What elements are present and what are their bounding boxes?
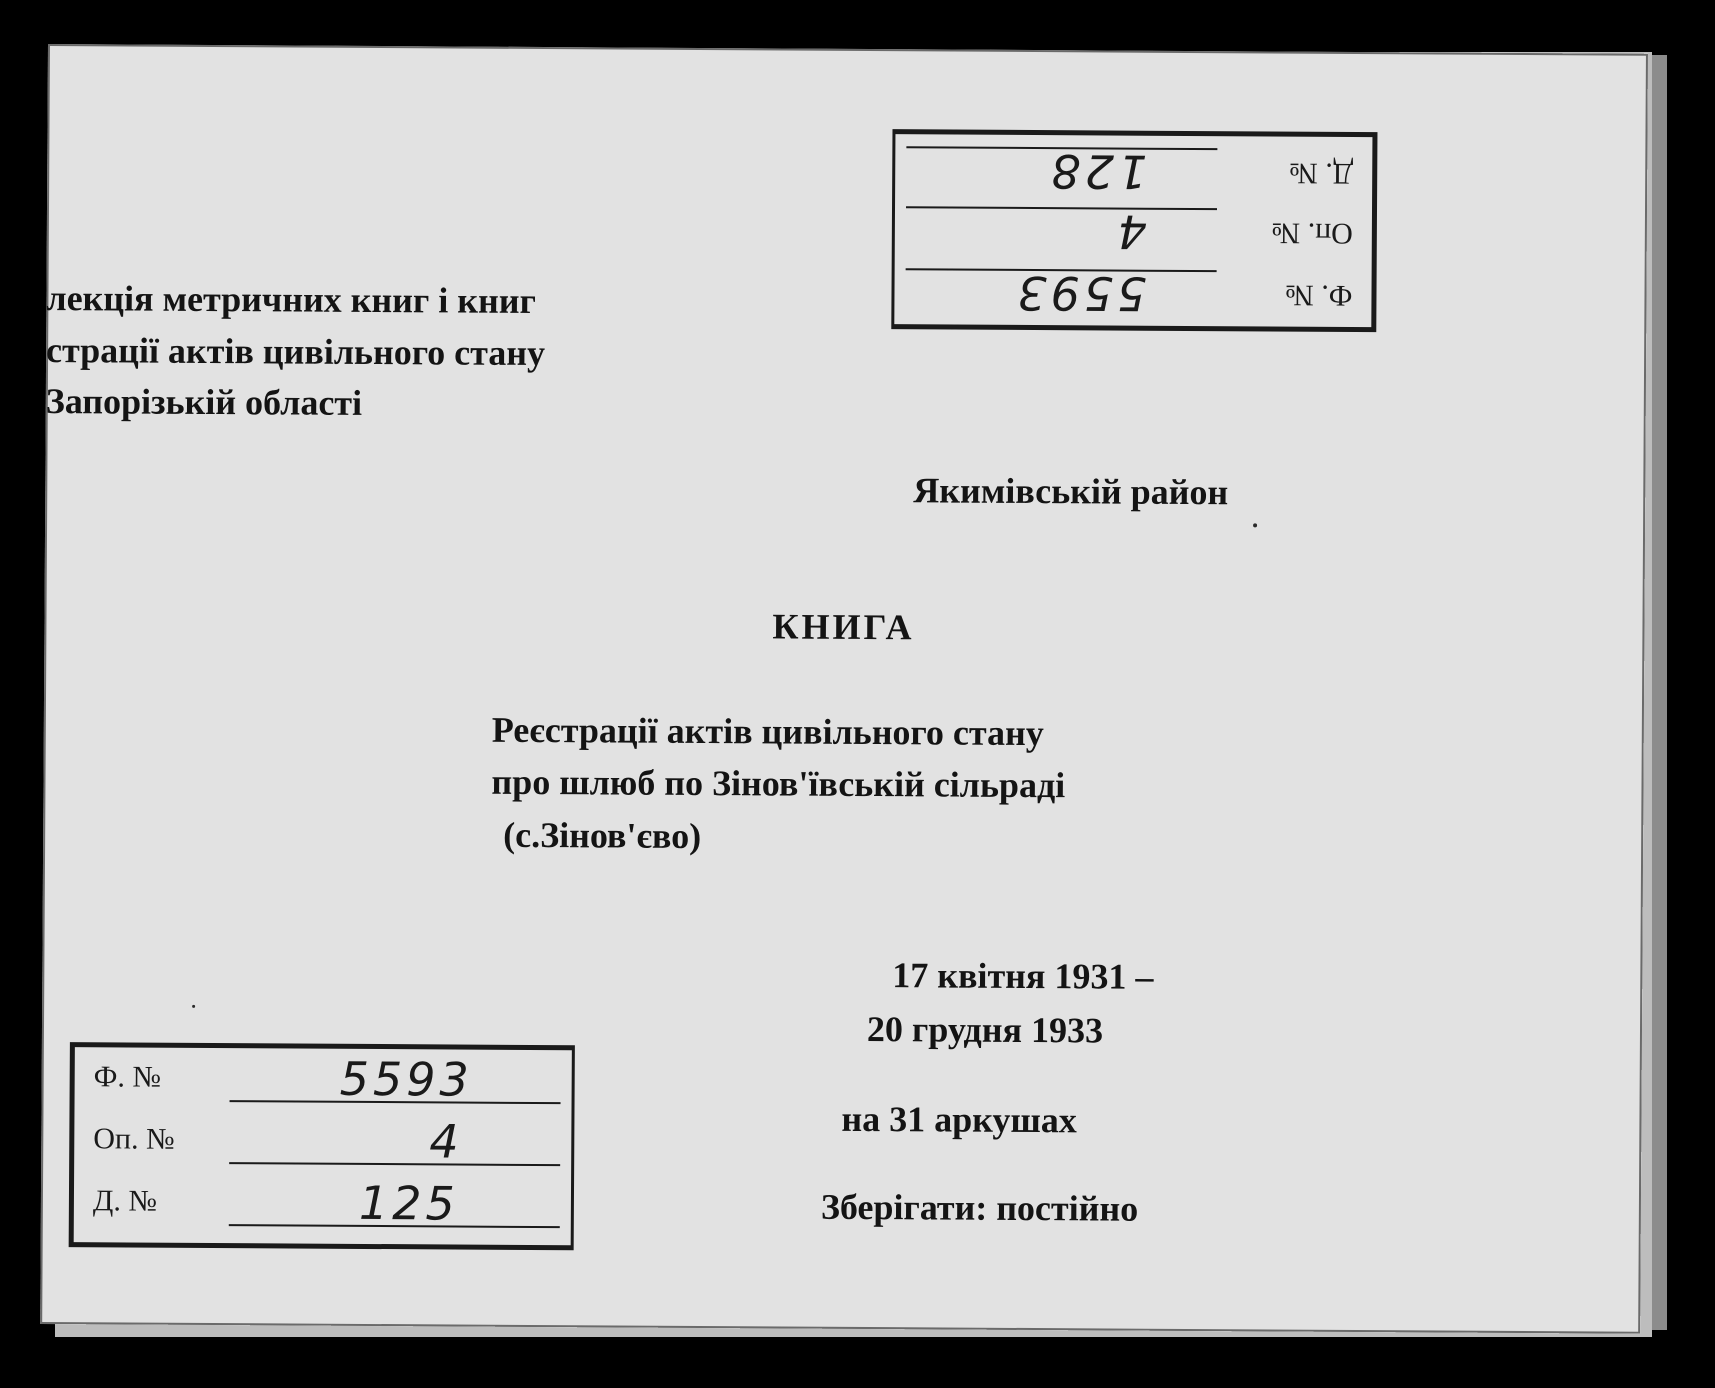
delo-label: Д. № <box>1289 156 1354 190</box>
book-cover <box>40 44 1648 1334</box>
fond-value: 5593 <box>339 1051 473 1107</box>
description-line-3: (с.Зінов'єво) <box>503 814 702 857</box>
district-name: Якимівській район <box>913 470 1229 513</box>
stamp-row-opis <box>69 1112 574 1170</box>
stamp-row-opis <box>892 202 1377 260</box>
date-start: 17 квітня 1931 – <box>892 955 1154 997</box>
opis-value: 4 <box>429 1114 463 1169</box>
organization-line-2: страції актів цивільного стану <box>46 329 546 374</box>
delo-value: 125 <box>358 1175 459 1231</box>
opis-value: 4 <box>1113 204 1148 259</box>
opis-label: Оп. № <box>1271 216 1353 250</box>
date-end: 20 грудня 1933 <box>866 1009 1104 1051</box>
sheet-count: на 31 аркушах <box>841 1098 1077 1141</box>
stamp-underline <box>906 206 1217 210</box>
stamp-underline <box>229 1162 560 1166</box>
fond-label: Ф. № <box>1285 278 1353 312</box>
archive-stamp-bottom <box>69 1042 575 1250</box>
fond-label: Ф. № <box>93 1060 162 1094</box>
description-line-1: Реєстрації актів цивільного стану <box>491 709 1044 754</box>
stamp-row-delo <box>892 142 1377 200</box>
stamp-row-fond <box>70 1050 575 1108</box>
opis-label: Оп. № <box>93 1122 175 1156</box>
stamp-row-fond <box>891 264 1376 322</box>
stamp-row-delo <box>69 1174 574 1232</box>
book-title: КНИГА <box>772 606 915 648</box>
archive-stamp-top <box>891 129 1377 332</box>
fond-value: 5593 <box>1013 265 1147 321</box>
description-line-2: про шлюб по Зінов'ївській сільраді <box>491 761 1066 806</box>
organization-line-1: лекція метричних книг і книг <box>46 277 537 321</box>
organization-line-3: Запорізькій області <box>45 380 363 423</box>
dust-speck <box>192 1005 195 1008</box>
dust-speck <box>1253 523 1257 527</box>
delo-value: 128 <box>1047 144 1148 199</box>
delo-label: Д. № <box>92 1184 158 1218</box>
retention-note: Зберігати: постійно <box>820 1186 1139 1229</box>
